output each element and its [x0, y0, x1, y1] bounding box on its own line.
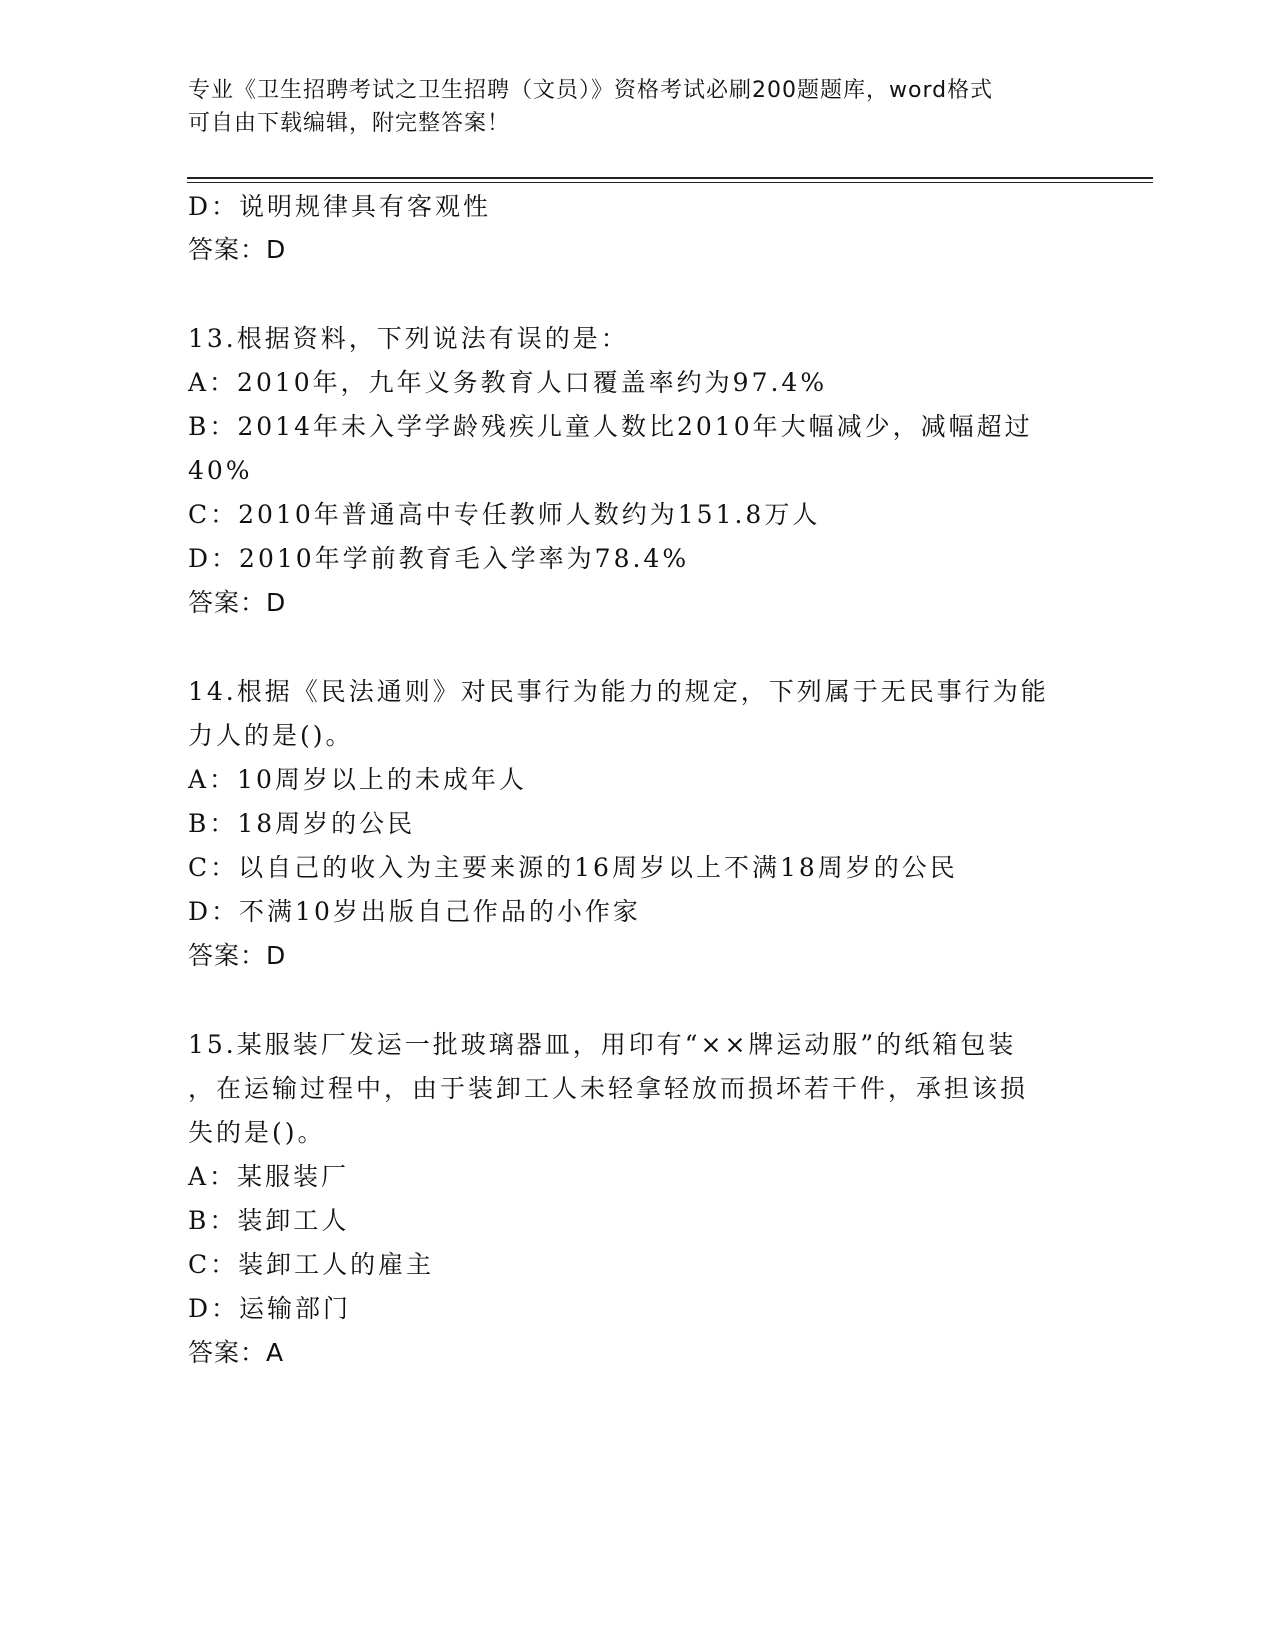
q13-answer: 答案：D — [188, 588, 287, 617]
q14-option-a: A：10周岁以上的未成年人 — [188, 765, 527, 794]
q15-stem: 15.某服装厂发运一批玻璃器皿，用印有“××牌运动服”的纸箱包装 — [188, 1030, 1017, 1059]
q15-option-d: D：运输部门 — [188, 1294, 352, 1323]
q14-option-c: C：以自己的收入为主要来源的16周岁以上不满18周岁的公民 — [188, 853, 958, 882]
q14-stem: 14.根据《民法通则》对民事行为能力的规定，下列属于无民事行为能 — [188, 677, 1049, 706]
q13-stem: 13.根据资料，下列说法有误的是： — [188, 324, 629, 353]
q15-option-a: A：某服装厂 — [188, 1162, 350, 1191]
q14-stem-continued: 力人的是()。 — [188, 721, 354, 750]
q13-option-d: D：2010年学前教育毛入学率为78.4% — [188, 544, 690, 573]
q15-option-b: B：装卸工人 — [188, 1206, 350, 1235]
header-divider — [187, 177, 1153, 179]
q15-stem-end: 失的是()。 — [188, 1118, 326, 1147]
q15-stem-continued: ，在运输过程中，由于装卸工人未轻拿轻放而损坏若干件，承担该损 — [188, 1074, 1029, 1103]
q14-answer: 答案：D — [188, 941, 287, 970]
prev-option-d: D：说明规律具有客观性 — [188, 192, 492, 221]
q14-option-d: D：不满10岁出版自己作品的小作家 — [188, 897, 641, 926]
header-title-line-1: 专业《卫生招聘考试之卫生招聘（文员）》资格考试必刷200题题库，word格式 — [188, 78, 994, 103]
q13-option-b-continued: 40% — [188, 456, 253, 485]
q13-option-c: C：2010年普通高中专任教师人数约为151.8万人 — [188, 500, 821, 529]
q14-option-b: B：18周岁的公民 — [188, 809, 416, 838]
header-divider-thin — [187, 182, 1153, 183]
page-header — [188, 74, 1088, 140]
q13-option-a: A：2010年，九年义务教育人口覆盖率约为97.4% — [188, 368, 828, 397]
q15-answer: 答案：A — [188, 1338, 285, 1367]
q13-option-b: B：2014年未入学学龄残疾儿童人数比2010年大幅减少，减幅超过 — [188, 412, 1033, 441]
q15-option-c: C：装卸工人的雇主 — [188, 1250, 435, 1279]
prev-answer: 答案：D — [188, 235, 287, 264]
header-title-line-2: 可自由下载编辑，附完整答案！ — [188, 111, 511, 136]
